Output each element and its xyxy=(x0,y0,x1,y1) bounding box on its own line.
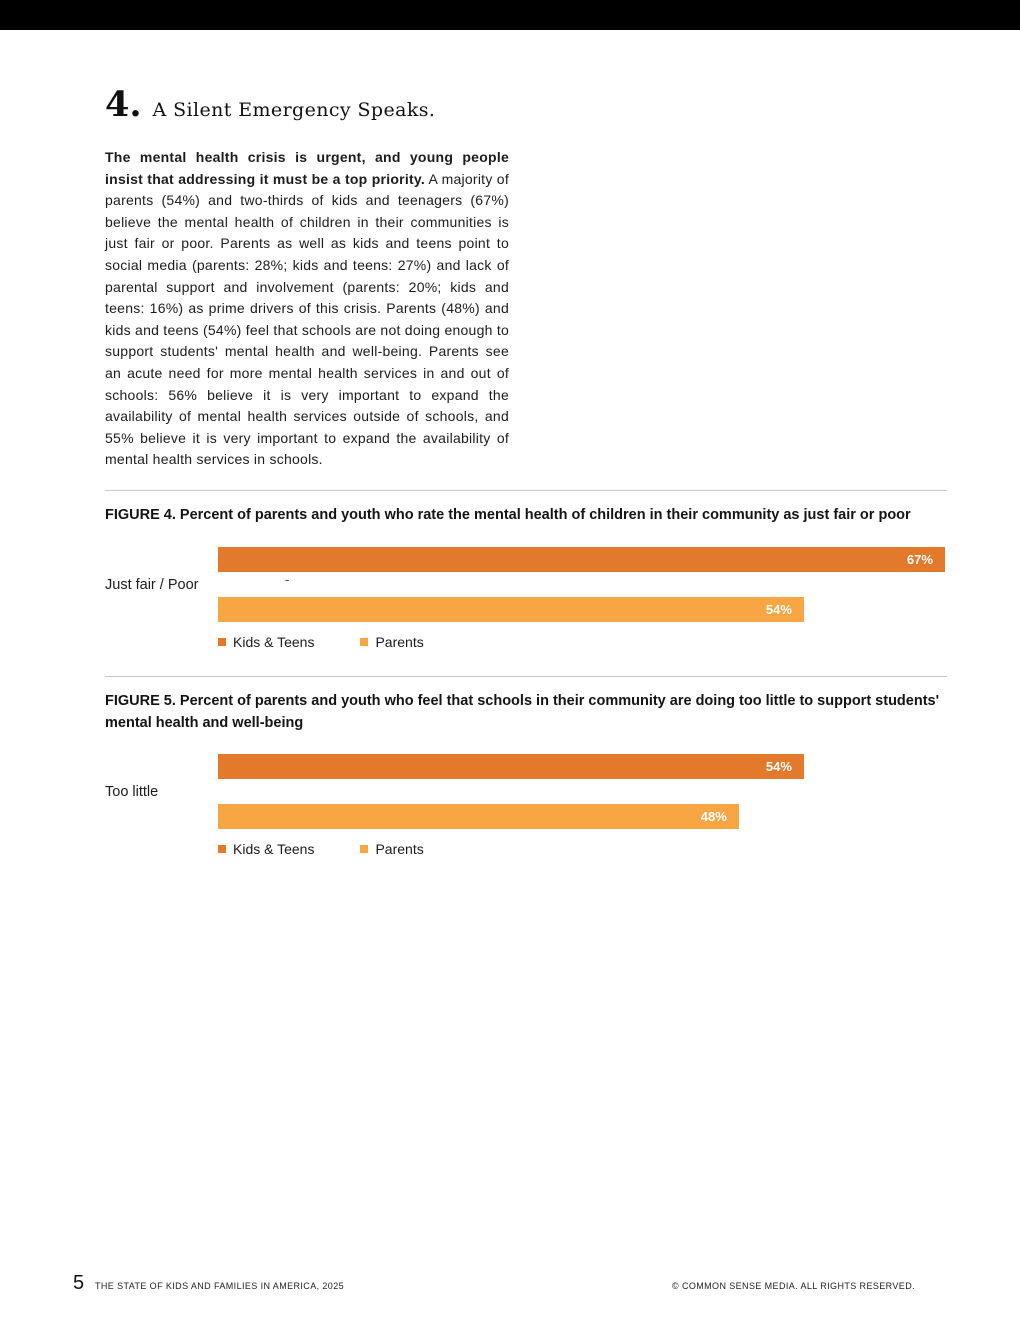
parents-legend-swatch xyxy=(360,845,368,853)
legend-item-kids-teens xyxy=(218,841,314,857)
paragraph-lead-bold: The mental health crisis is urgent, and young people insist that addressing it must be a top priority. xyxy=(105,149,509,187)
footer-copyright: © COMMON SENSE MEDIA. ALL RIGHTS RESERVED. xyxy=(672,1281,915,1291)
top-black-bar xyxy=(0,0,1020,30)
figure-5-parents-value: 48% xyxy=(700,809,727,824)
footer-page-number: 5 xyxy=(73,1272,85,1294)
dash-mark: - xyxy=(285,572,290,587)
section-heading xyxy=(105,84,435,125)
footer-report-title: THE STATE OF KIDS AND FAMILIES IN AMERICA, 2025 xyxy=(95,1281,345,1291)
figure-5-parents-bar xyxy=(218,804,739,829)
parents-legend-label: Parents xyxy=(375,841,424,857)
figure-5-legend xyxy=(218,841,424,857)
parents-legend-label: Parents xyxy=(375,634,424,650)
kids-teens-legend-swatch xyxy=(218,638,226,646)
parents-legend-swatch xyxy=(360,638,368,646)
paragraph-text: A majority of parents (54%) and two-thirds of kids and teenagers (67%) believe the mental health of children in their communities is just fair or poor. Parents as well as kids and teens point to social media (parents: 28%; kids and teens: 27%) and lack of parental support and involvement (parents: 20%; kids and teens: 16%) as prime drivers of this crisis. Parents (48%) and kids and teens (54%) feel that schools are not doing enough to support students' mental health and well-being. Parents see an acute need for more mental health services in and out of schools: 56% believe it is very important to expand the availability of mental health services outside of schools, and 55% believe it is very important to expand the availability of mental health services in schools. xyxy=(105,170,509,468)
figure-5 xyxy=(105,676,947,876)
figure-4-parents-value: 54% xyxy=(765,602,792,617)
section-title: A Silent Emergency Speaks. xyxy=(152,99,436,121)
figure-4-title: FIGURE 4. Percent of parents and youth who rate the mental health of children in their community as just fair or poor xyxy=(105,507,911,523)
figure-4-category-label: Just fair / Poor xyxy=(105,577,199,593)
kids-teens-legend-label: Kids & Teens xyxy=(233,634,315,650)
figure-4-legend xyxy=(218,634,424,650)
figure-5-kids-teens-bar xyxy=(218,754,804,779)
kids-teens-legend-swatch xyxy=(218,845,226,853)
kids-teens-legend-label: Kids & Teens xyxy=(233,841,315,857)
figure-4-parents-bar xyxy=(218,597,804,622)
figure-5-title: FIGURE 5. Percent of parents and youth who feel that schools in their community are doing too little to support students' mental health and well-being xyxy=(105,693,940,731)
figure-5-kids-teens-value: 54% xyxy=(765,759,792,774)
section-number: 4. xyxy=(105,84,142,125)
legend-item-parents xyxy=(360,841,423,857)
body-paragraph xyxy=(105,147,509,471)
figure-4 xyxy=(105,490,947,676)
figure-5-category-label: Too little xyxy=(105,784,159,800)
figure-4-kids-teens-value: 67% xyxy=(906,552,933,567)
legend-item-parents xyxy=(360,634,423,650)
figure-4-kids-teens-bar xyxy=(218,547,945,572)
legend-item-kids-teens xyxy=(218,634,314,650)
